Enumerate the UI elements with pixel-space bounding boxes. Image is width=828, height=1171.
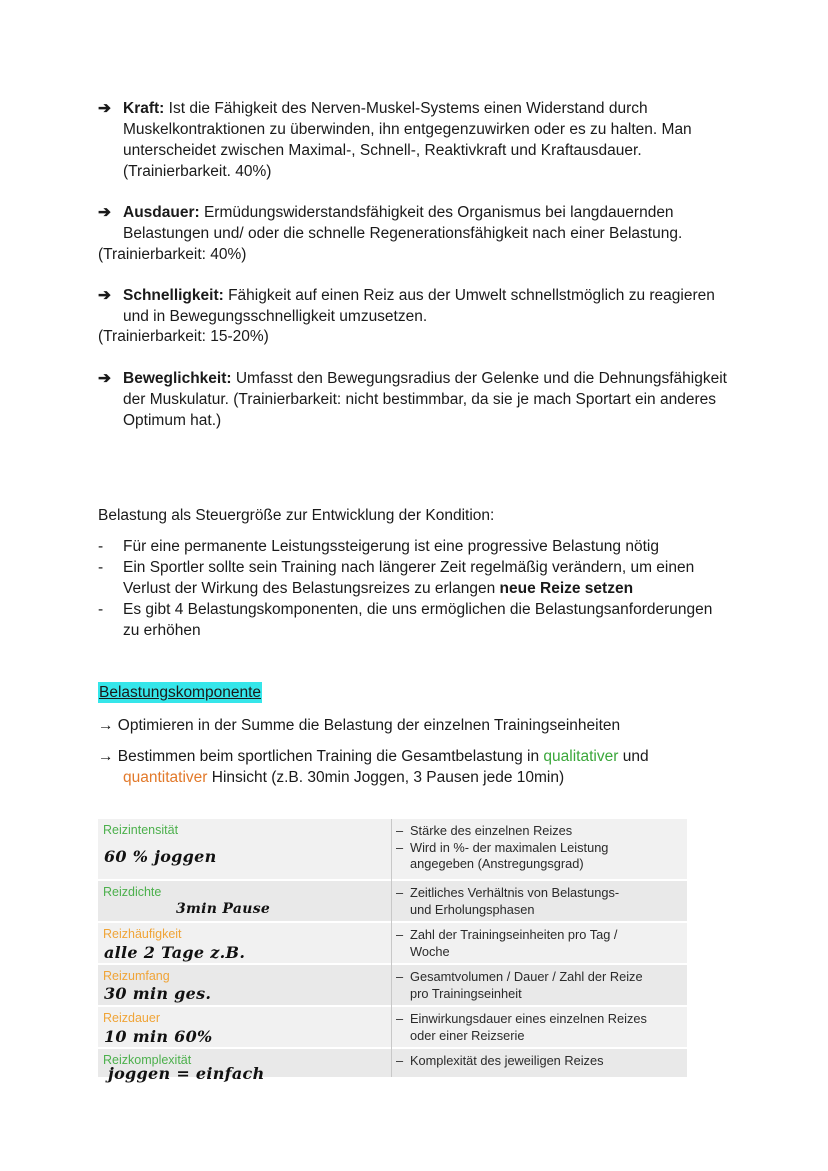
kraft-line3: unterscheidet zwischen Maximal-, Schnell-, Reaktivkraft und Kraftausdauer. — [123, 142, 642, 159]
desc-line — [396, 927, 681, 944]
row-label: Reizdauer — [103, 1011, 160, 1025]
desc-text: pro Trainingseinheit — [410, 985, 522, 1001]
dash-bullet: - — [98, 601, 104, 618]
schnelligkeit-item — [98, 285, 798, 327]
handwritten-note: alle 2 Tage z.B. — [104, 943, 246, 962]
ausdauer-item — [98, 202, 798, 244]
table-row — [98, 923, 687, 963]
bullet: – — [396, 823, 404, 838]
text-span: Hinsicht (z.B. 30min Joggen, 3 Pausen jede 10min) — [211, 769, 565, 786]
row-description — [396, 1053, 681, 1070]
beweglichkeit-line3: Optimum hat.) — [123, 412, 222, 429]
beweglichkeit-text1: Umfasst den Bewegungsradius der Gelenke und die Dehnungsfähigkeit — [235, 370, 727, 387]
list-item-line: zu erhöhen — [123, 622, 201, 639]
schnelligkeit-trainierbarkeit: (Trainierbarkeit: 15-20%) — [98, 328, 269, 345]
komponente-point1: → Optimieren in der Summe die Belastung der einzelnen Trainingseinheiten — [98, 717, 621, 734]
belastung-intro: Belastung als Steuergröße zur Entwicklung der Kondition: — [98, 507, 495, 524]
desc-text: Wird in %- der maximalen Leistung — [410, 839, 609, 855]
text-span: → Bestimmen beim sportlichen Training die Gesamtbelastung in — [98, 748, 540, 765]
komponente-point2-line1 — [98, 746, 798, 767]
beweglichkeit-item — [98, 368, 808, 431]
beweglichkeit-line2: der Muskulatur. (Trainierbarkeit: nicht bestimmbar, da sie je mach Sportart ein anderes — [123, 391, 716, 408]
beweglichkeit-title: Beweglichkeit: — [123, 370, 232, 387]
ausdauer-text1: Ermüdungswiderstandsfähigkeit des Organismus bei langdauernden — [203, 204, 674, 221]
arrow-icon: ➔ — [98, 370, 111, 387]
bullet: – — [396, 885, 404, 900]
desc-line — [396, 823, 681, 840]
table-row — [98, 1007, 687, 1047]
qualitativ-text: qualitativer — [543, 748, 619, 765]
desc-line — [396, 1053, 681, 1070]
dash-bullet: - — [98, 538, 104, 555]
list-item-line — [123, 578, 783, 599]
handwritten-note: 60 % joggen — [104, 847, 217, 866]
handwritten-note: 30 min ges. — [104, 984, 212, 1003]
list-item-line: Ein Sportler sollte sein Training nach längerer Zeit regelmäßig verändern, um einen — [123, 559, 695, 576]
desc-text: oder einer Reizserie — [410, 1027, 525, 1043]
desc-text: Gesamtvolumen / Dauer / Zahl der Reize — [410, 969, 643, 984]
schnelligkeit-line2: und in Bewegungsschnelligkeit umzusetzen. — [123, 308, 428, 325]
schnelligkeit-title: Schnelligkeit: — [123, 287, 224, 304]
desc-text: Komplexität des jeweiligen Reizes — [410, 1053, 604, 1068]
row-description — [396, 885, 681, 918]
list-item-text — [123, 599, 783, 641]
bullet: – — [396, 1053, 404, 1068]
belastungskomponenten-table — [98, 819, 687, 1077]
kraft-line2: Muskelkontraktionen zu überwinden, ihn entgegenzuwirken oder es zu halten. Man — [123, 121, 692, 138]
table-row — [98, 965, 687, 1005]
desc-text: Zahl der Trainingseinheiten pro Tag / — [410, 927, 618, 942]
list-item-line: Es gibt 4 Belastungskomponenten, die uns ermöglichen die Belastungsanforderungen — [123, 601, 713, 618]
row-description — [396, 1011, 681, 1044]
row-label: Reizumfang — [103, 969, 170, 983]
column-divider — [391, 819, 392, 1077]
quantitativ-text: quantitativer — [123, 769, 208, 786]
kraft-title: Kraft: — [123, 100, 165, 117]
desc-text: Woche — [410, 943, 450, 959]
text-span: und — [622, 748, 649, 765]
list-item-text — [123, 557, 783, 599]
row-label: Reizhäufigkeit — [103, 927, 182, 941]
row-label: Reizintensität — [103, 823, 179, 837]
arrow-icon: ➔ — [98, 287, 111, 304]
beweglichkeit-line1 — [123, 368, 808, 389]
dash-bullet: - — [98, 559, 104, 576]
bullet: – — [396, 839, 404, 855]
table-row — [98, 881, 687, 921]
desc-line — [396, 1011, 681, 1028]
desc-line — [396, 969, 681, 986]
bullet: – — [396, 969, 404, 984]
row-description — [396, 823, 681, 873]
komponente-point2-line2 — [98, 767, 798, 788]
list-item-span: Verlust der Wirkung des Belastungsreizes zu erlangen — [123, 580, 496, 597]
ausdauer-trainierbarkeit: (Trainierbarkeit: 40%) — [98, 246, 247, 263]
ausdauer-title: Ausdauer: — [123, 204, 200, 221]
schnelligkeit-line1 — [123, 285, 793, 306]
handwritten-note: 10 min 60% — [104, 1027, 213, 1046]
desc-line — [396, 840, 681, 857]
kraft-item — [98, 98, 798, 182]
bullet: – — [396, 1011, 404, 1026]
komponente-point2 — [98, 746, 798, 788]
ausdauer-line1 — [123, 202, 793, 223]
ausdauer-line2: Belastungen und/ oder die schnelle Regenerationsfähigkeit nach einer Belastung. — [123, 225, 683, 242]
schnelligkeit-text1: Fähigkeit auf einen Reiz aus der Umwelt schnellstmöglich zu reagieren — [228, 287, 715, 304]
handwritten-note: 3min Pause — [176, 901, 271, 917]
handwritten-note: joggen = einfach — [108, 1064, 265, 1083]
table-row — [98, 819, 687, 879]
bullet: – — [396, 927, 404, 942]
desc-text: und Erholungsphasen — [410, 901, 535, 917]
list-item-text: Für eine permanente Leistungssteigerung ist eine progressive Belastung nötig — [123, 538, 659, 555]
arrow-icon: ➔ — [98, 204, 111, 221]
desc-text: Zeitliches Verhältnis von Belastungs- — [410, 885, 620, 900]
desc-text: angegeben (Anstregungsgrad) — [410, 856, 584, 871]
desc-line — [396, 885, 681, 902]
row-description — [396, 969, 681, 1002]
row-label: Reizkomplexität — [103, 1053, 192, 1067]
row-description — [396, 927, 681, 960]
kraft-line4: (Trainierbarkeit. 40%) — [123, 163, 272, 180]
kraft-text1: Ist die Fähigkeit des Nerven-Muskel-Systems einen Widerstand durch — [168, 100, 648, 117]
arrow-icon: ➔ — [98, 100, 111, 117]
kraft-line1 — [123, 98, 793, 119]
row-label: Reizdichte — [103, 885, 162, 899]
section-heading: Belastungskomponente — [99, 684, 262, 701]
desc-text: Einwirkungsdauer eines einzelnen Reizes — [410, 1011, 647, 1026]
desc-text: Stärke des einzelnen Reizes — [410, 823, 573, 838]
emphasis-text: neue Reize setzen — [499, 580, 634, 597]
